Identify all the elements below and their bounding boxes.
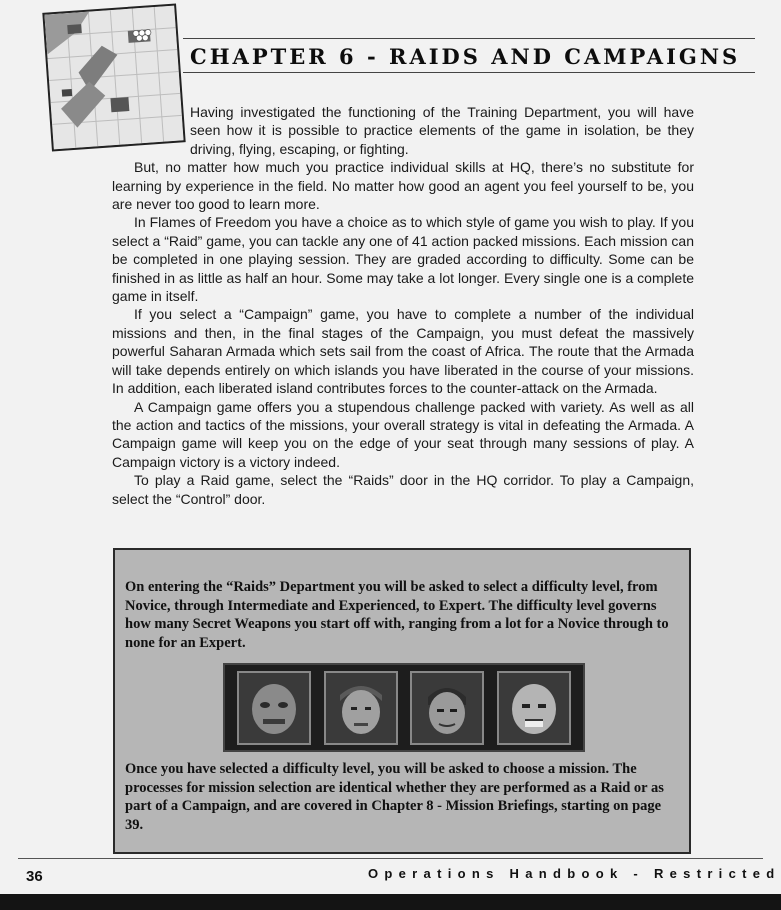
difficulty-faces-strip bbox=[223, 663, 585, 752]
body-paragraph: A Campaign game offers you a stupendous challenge packed with variety. As well as all the action and tactics of the missions, your overall strategy is vital in defeating the Armada. A Campaign game will keep you on the edge of your seat through many sessions of play. A Campaign victory is a victory indeed. bbox=[112, 398, 694, 470]
footer-title: Operations Handbook - Restricted bbox=[368, 866, 781, 881]
page-number: 36 bbox=[26, 868, 43, 885]
difficulty-info-box bbox=[113, 548, 691, 854]
title-rule-top bbox=[183, 38, 755, 39]
body-paragraph: But, no matter how much you practice individual skills at HQ, there’s no substitute for learning by experience in the field. No matter how good an agent you feel yourself to be, you are never too good to learn more. bbox=[112, 159, 694, 213]
chapter-title: CHAPTER 6 - RAIDS AND CAMPAIGNS bbox=[190, 44, 741, 69]
info-box-intro-text: On entering the “Raids” Department you will be asked to select a difficulty level, from Novice, through Intermediate and Experienced, to Expert. The difficulty level governs how many Secret Weapons you start off with, ranging from a lot for a Novice through to none for an Expert. bbox=[125, 579, 669, 651]
scan-edge bbox=[0, 894, 781, 910]
experienced-face-icon bbox=[410, 671, 484, 745]
novice-face-icon bbox=[237, 671, 311, 745]
title-rule-bottom bbox=[183, 72, 755, 73]
body-paragraph: Having investigated the functioning of the Training Department, you will have seen how it is possible to practice elements of the game in isolation, be they driving, flying, escaping, or fighting. bbox=[190, 104, 694, 157]
body-paragraph: To play a Raid game, select the “Raids” door in the HQ corridor. To play a Campaign, select the “Control” door. bbox=[112, 472, 694, 507]
info-box-mission-text: Once you have selected a difficulty level, you will be asked to choose a mission. The processes for mission selection are identical whether they are performed as a Raid or as part of a Campaign, and are covered in Chapter 8 - Mission Briefings, starting on page 39. bbox=[125, 761, 664, 833]
body-paragraph: If you select a “Campaign” game, you have to complete a number of the individual missions and then, in the final stages of the Campaign, you must defeat the massively powerful Saharan Armada which sets sail from the coast of Africa. The route that the Armada will take depends entirely on which islands you have liberated in the course of your missions. In addition, each liberated island contributes forces to the counter-attack on the Armada. bbox=[112, 306, 694, 397]
expert-face-icon bbox=[497, 671, 571, 745]
intermediate-face-icon bbox=[324, 671, 398, 745]
body-paragraph: In Flames of Freedom you have a choice as to which style of game you wish to play. If you select a “Raid” game, you can tackle any one of 41 action packed missions. Each mission can be completed in one playing session. They are graded according to difficulty. Some can be finished in as little as half an hour. Some may take a lot longer. Every single one is a complete game in itself. bbox=[112, 214, 694, 305]
body-text bbox=[112, 103, 694, 508]
footer-rule bbox=[18, 858, 763, 859]
